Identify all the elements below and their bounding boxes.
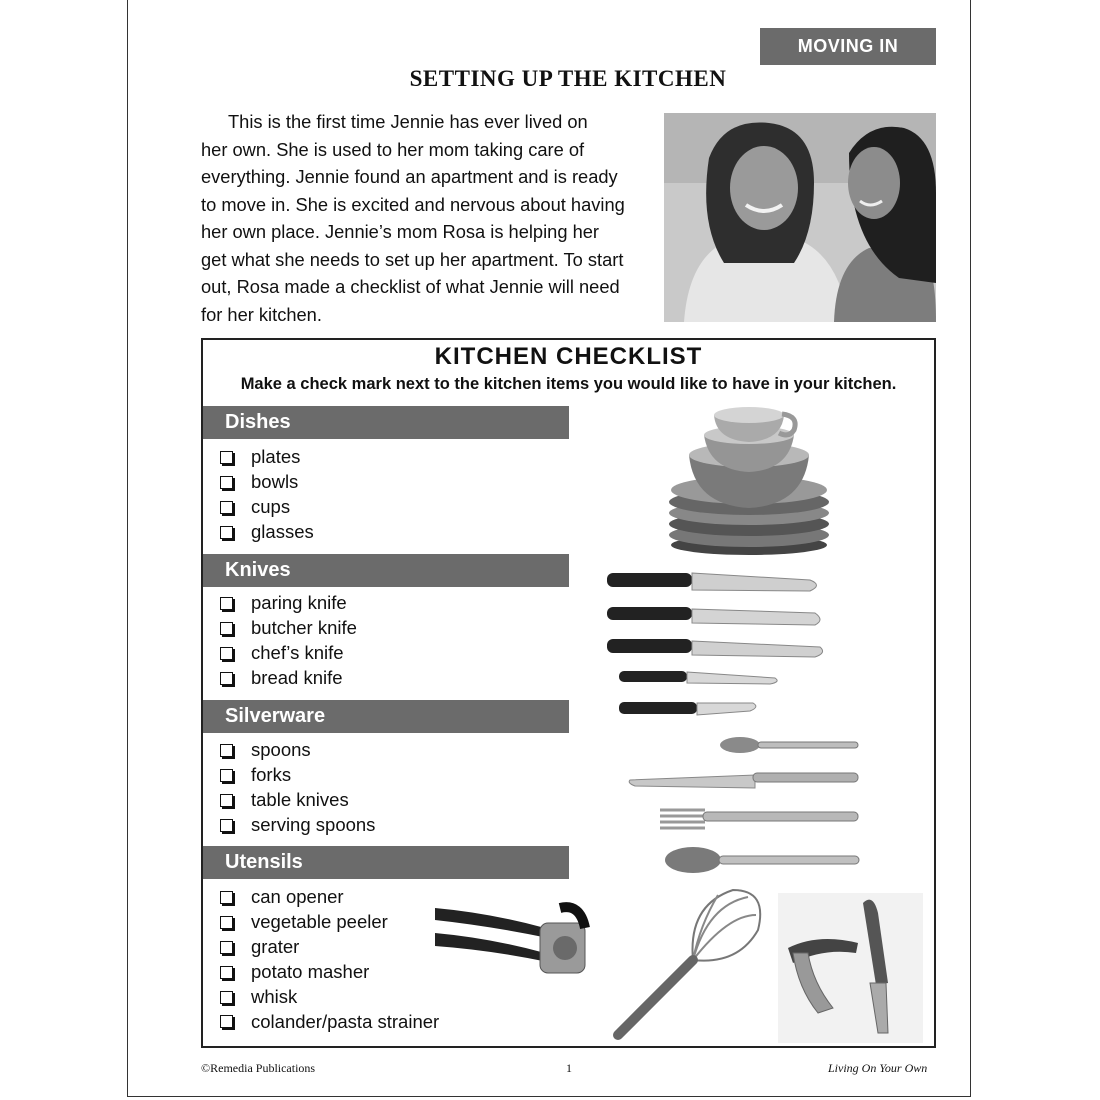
footer-publisher: ©Remedia Publications xyxy=(201,1061,316,1075)
checkbox[interactable] xyxy=(220,819,233,832)
intro-line: out, Rosa made a checklist of what Jennie will need xyxy=(201,276,620,297)
whisk-icon xyxy=(608,885,768,1045)
item-label: paring knife xyxy=(251,592,347,614)
list-item[interactable] xyxy=(217,935,439,960)
dishes-stack-icon xyxy=(664,400,834,560)
utensils-list xyxy=(217,885,439,1034)
list-item[interactable] xyxy=(217,738,375,763)
list-item[interactable] xyxy=(217,1009,439,1034)
list-item[interactable] xyxy=(217,495,314,520)
item-label: plates xyxy=(251,446,301,468)
mother-daughter-photo xyxy=(664,113,936,322)
category-bar-silverware: Silverware xyxy=(203,700,569,733)
item-label: serving spoons xyxy=(251,814,376,836)
list-item[interactable] xyxy=(217,788,375,813)
intro-line: her own. She is used to her mom taking care of xyxy=(201,138,585,160)
item-label: bread knife xyxy=(251,667,343,689)
list-item[interactable] xyxy=(217,885,439,910)
list-item[interactable] xyxy=(217,985,439,1010)
category-bar-knives: Knives xyxy=(203,554,569,587)
dishes-list xyxy=(217,445,314,545)
category-bar-utensils: Utensils xyxy=(203,846,569,879)
checklist-title: KITCHEN CHECKLIST xyxy=(434,343,703,370)
item-label: table knives xyxy=(251,789,349,811)
intro-line: to move in. She is excited and nervous about having xyxy=(201,193,625,215)
section-tag: MOVING IN xyxy=(760,28,936,65)
intro-line: everything. Jennie found an apartment and is ready xyxy=(201,166,618,187)
intro-line: her own place. Jennie’s mom Rosa is helping her xyxy=(201,221,600,242)
checkbox[interactable] xyxy=(220,1015,233,1028)
knives-set-icon xyxy=(605,565,830,725)
item-label: forks xyxy=(251,764,292,786)
list-item[interactable] xyxy=(217,813,375,838)
checkbox[interactable] xyxy=(220,622,233,635)
silverware-set-icon xyxy=(625,730,865,880)
checkbox[interactable] xyxy=(220,501,233,514)
vegetable-peeler-icon xyxy=(778,893,923,1043)
list-item[interactable] xyxy=(217,910,439,935)
list-item[interactable] xyxy=(217,960,439,985)
checkbox[interactable] xyxy=(220,744,233,757)
list-item[interactable] xyxy=(217,591,357,616)
list-item[interactable] xyxy=(217,616,357,641)
checkbox[interactable] xyxy=(220,672,233,685)
page-title: SETTING UP THE KITCHEN xyxy=(409,66,727,91)
intro-line: This is the first time Jennie has ever lived on xyxy=(228,111,588,132)
checklist-instruction: Make a check mark next to the kitchen items you would like to have in your kitchen. xyxy=(240,375,897,393)
footer-book-title: Living On Your Own xyxy=(828,1061,928,1075)
checkbox[interactable] xyxy=(220,991,233,1004)
checkbox[interactable] xyxy=(220,769,233,782)
checkbox[interactable] xyxy=(220,966,233,979)
checkbox[interactable] xyxy=(220,647,233,660)
checkbox[interactable] xyxy=(220,794,233,807)
checkbox[interactable] xyxy=(220,476,233,489)
intro-line: get what she needs to set up her apartment. To start xyxy=(201,248,624,270)
item-label: chef’s knife xyxy=(251,642,344,664)
checkbox[interactable] xyxy=(220,597,233,610)
list-item[interactable] xyxy=(217,666,357,691)
item-label: can opener xyxy=(251,886,344,908)
knives-list xyxy=(217,591,357,691)
can-opener-icon xyxy=(430,898,615,993)
intro-paragraph xyxy=(201,108,656,328)
list-item[interactable] xyxy=(217,641,357,666)
item-label: bowls xyxy=(251,471,299,493)
checkbox[interactable] xyxy=(220,916,233,929)
item-label: vegetable peeler xyxy=(251,911,388,933)
checkbox[interactable] xyxy=(220,451,233,464)
item-label: butcher knife xyxy=(251,617,357,639)
item-label: colander/pasta strainer xyxy=(251,1010,440,1032)
item-label: grater xyxy=(251,936,300,958)
category-bar-dishes: Dishes xyxy=(203,406,569,439)
list-item[interactable] xyxy=(217,763,375,788)
list-item[interactable] xyxy=(217,445,314,470)
checkbox[interactable] xyxy=(220,941,233,954)
checkbox[interactable] xyxy=(220,891,233,904)
footer-page-number: 1 xyxy=(566,1061,572,1075)
item-label: glasses xyxy=(251,521,314,543)
item-label: spoons xyxy=(251,739,311,761)
intro-line: for her kitchen. xyxy=(201,303,322,325)
list-item[interactable] xyxy=(217,470,314,495)
checkbox[interactable] xyxy=(220,526,233,539)
item-label: cups xyxy=(251,496,291,518)
item-label: whisk xyxy=(251,986,298,1007)
list-item[interactable] xyxy=(217,520,314,545)
item-label: potato masher xyxy=(251,961,370,983)
silverware-list xyxy=(217,738,375,838)
